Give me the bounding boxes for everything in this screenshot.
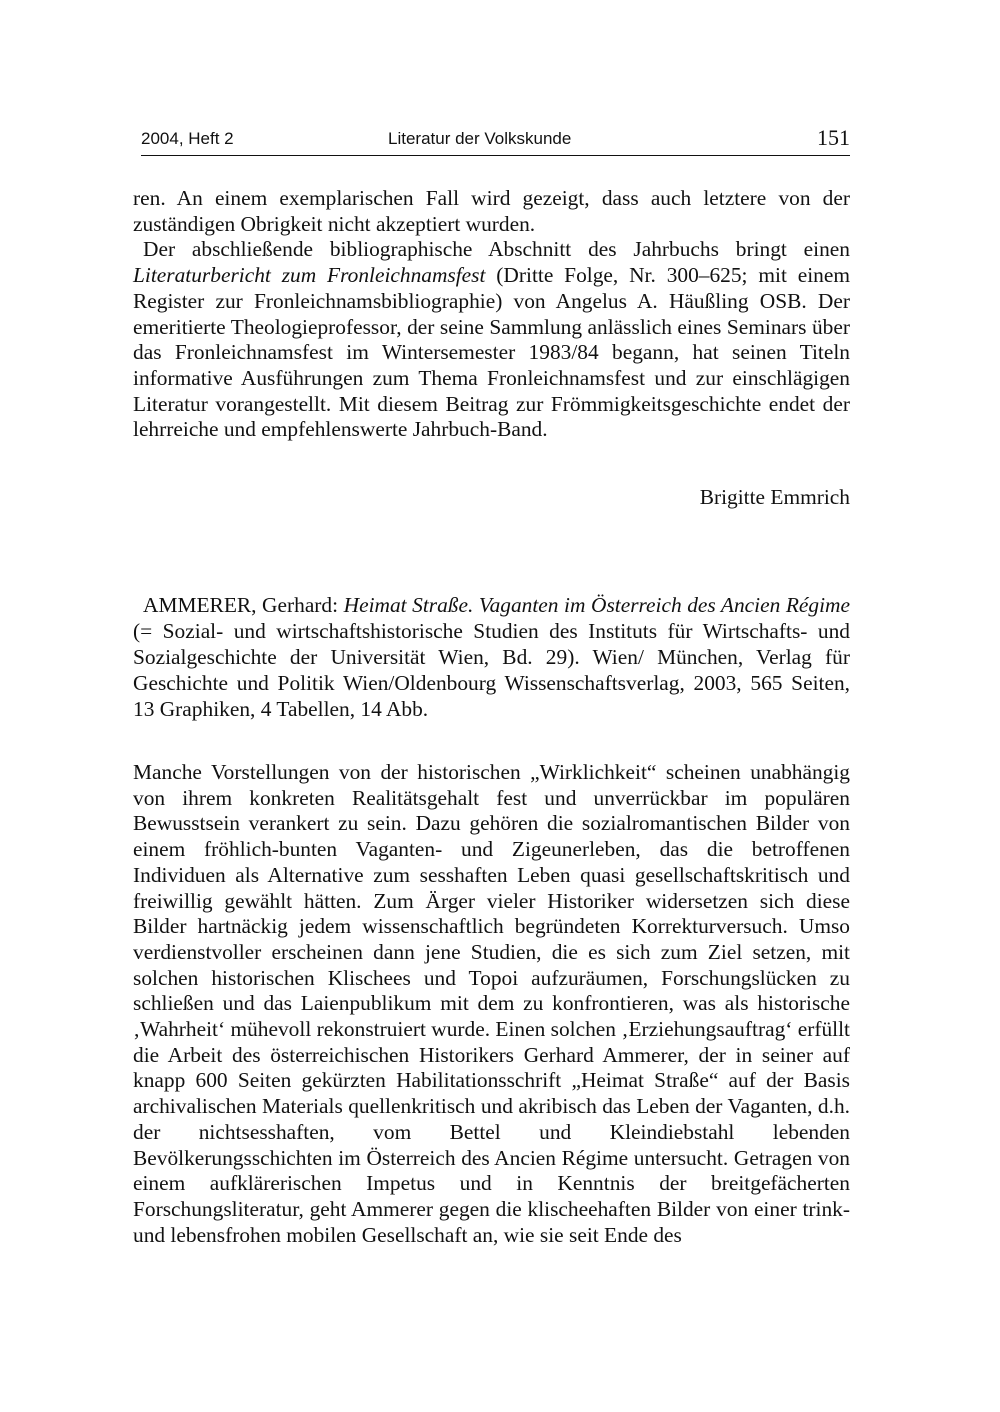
- review-body: [133, 760, 850, 1248]
- entry-title: Heimat Straße. Vaganten im Österreich des Ancien Régime: [343, 593, 850, 617]
- paragraph-text-before-title: Der abschließende bibliographische Abschnitt des Jahrbuchs bringt einen: [143, 237, 850, 262]
- entry-details: (= Sozial- und wirtschaftshistorische Studien des Instituts für Wirtschafts- und Sozialgeschichte der Universität Wien, Bd. 29). Wien/ München, Verlag für Geschichte und Politik Wien/Oldenbourg Wissenschaftsverlag, 2003, 565 Seiten, 13 Graphiken, 4 Tabellen, 14 Abb.: [133, 618, 850, 721]
- continuation-paragraph: ren. An einem exemplarischen Fall wird gezeigt, dass auch letztere von der zuständigen Obrigkeit nicht akzeptiert wurden.: [133, 186, 850, 236]
- paragraph-text-after-title: (Dritte Folge, Nr. 300–625; mit einem Register zur Fronleichnamsbibliographie) von Angelus A. Häußling OSB. Der emeritierte Theologieprofessor, der seine Sammlung anlässlich eines Seminars über das Fronleichnamsfest im Wintersemester 1983/84 begann, hat seinen Titeln informative Ausführungen zum Thema Fronleichnamsfest und zur einschlägigen Literatur vorangestellt. Mit diesem Beitrag zur Frömmigkeitsgeschichte endet der lehrreiche und empfehlenswerte Jahrbuch-Band.: [133, 263, 851, 442]
- reviewer-signature: Brigitte Emmrich: [699, 485, 850, 509]
- bibliography-paragraph: [133, 237, 850, 443]
- running-head: [141, 127, 850, 156]
- entry-author: AMMERER, Gerhard:: [143, 593, 344, 617]
- cited-title: Literaturbericht zum Fronleichnamsfest: [133, 263, 486, 288]
- journal-section-title: Literatur der Volkskunde: [388, 129, 572, 148]
- issue-label: 2004, Heft 2: [141, 129, 234, 148]
- review-paragraph: Manche Vorstellungen von der historischen „Wirklichkeit“ scheinen unabhängig von ihrem konkreten Realitätsgehalt fest und unverrückbar im populären Bewusstsein verankert zu sein. Dazu gehören die sozialromantischen Bilder von einem fröhlich-bunten Vaganten- und Zigeunerleben, das die betroffenen Individuen als Alternative zum sesshaften Leben quasi gesellschaftskritisch und freiwillig gewählt hätten. Zum Ärger vieler Historiker widersetzen sich diese Bilder hartnäckig jedem wissenschaftlich begründeten Korrekturversuch. Umso verdienstvoller erscheinen dann jene Studien, die es sich zum Ziel setzen, mit solchen historischen Klischees und Topoi aufzuräumen, Forschungslücken zu schließen und das Laienpublikum mit dem zu konfrontieren, was als historische ‚Wahrheit‘ mühevoll rekonstruiert wurde. Einen solchen ‚Erziehungsauftrag‘ erfüllt die Arbeit des österreichischen Historikers Gerhard Ammerer, der in seiner auf knapp 600 Seiten gekürzten Habilitationsschrift „Heimat Straße“ auf der Basis archivalischen Materials quellenkritisch und akribisch das Leben der Vaganten, d.h. der nichtsesshaften, vom Bettel und Kleindiebstahl lebenden Bevölkerungsschichten im Österreich des Ancien Régime untersucht. Getragen von einem aufklärerischen Impetus und in Kenntnis der breitgefächerten Forschungsliteratur, geht Ammerer gegen die klischeehaften Bilder von einer trink- und lebensfrohen mobilen Gesellschaft an, wie sie seit Ende des: [133, 760, 850, 1247]
- previous-review-continuation: [133, 186, 850, 443]
- page-number: 151: [817, 125, 850, 150]
- bibliographic-entry: [133, 593, 850, 723]
